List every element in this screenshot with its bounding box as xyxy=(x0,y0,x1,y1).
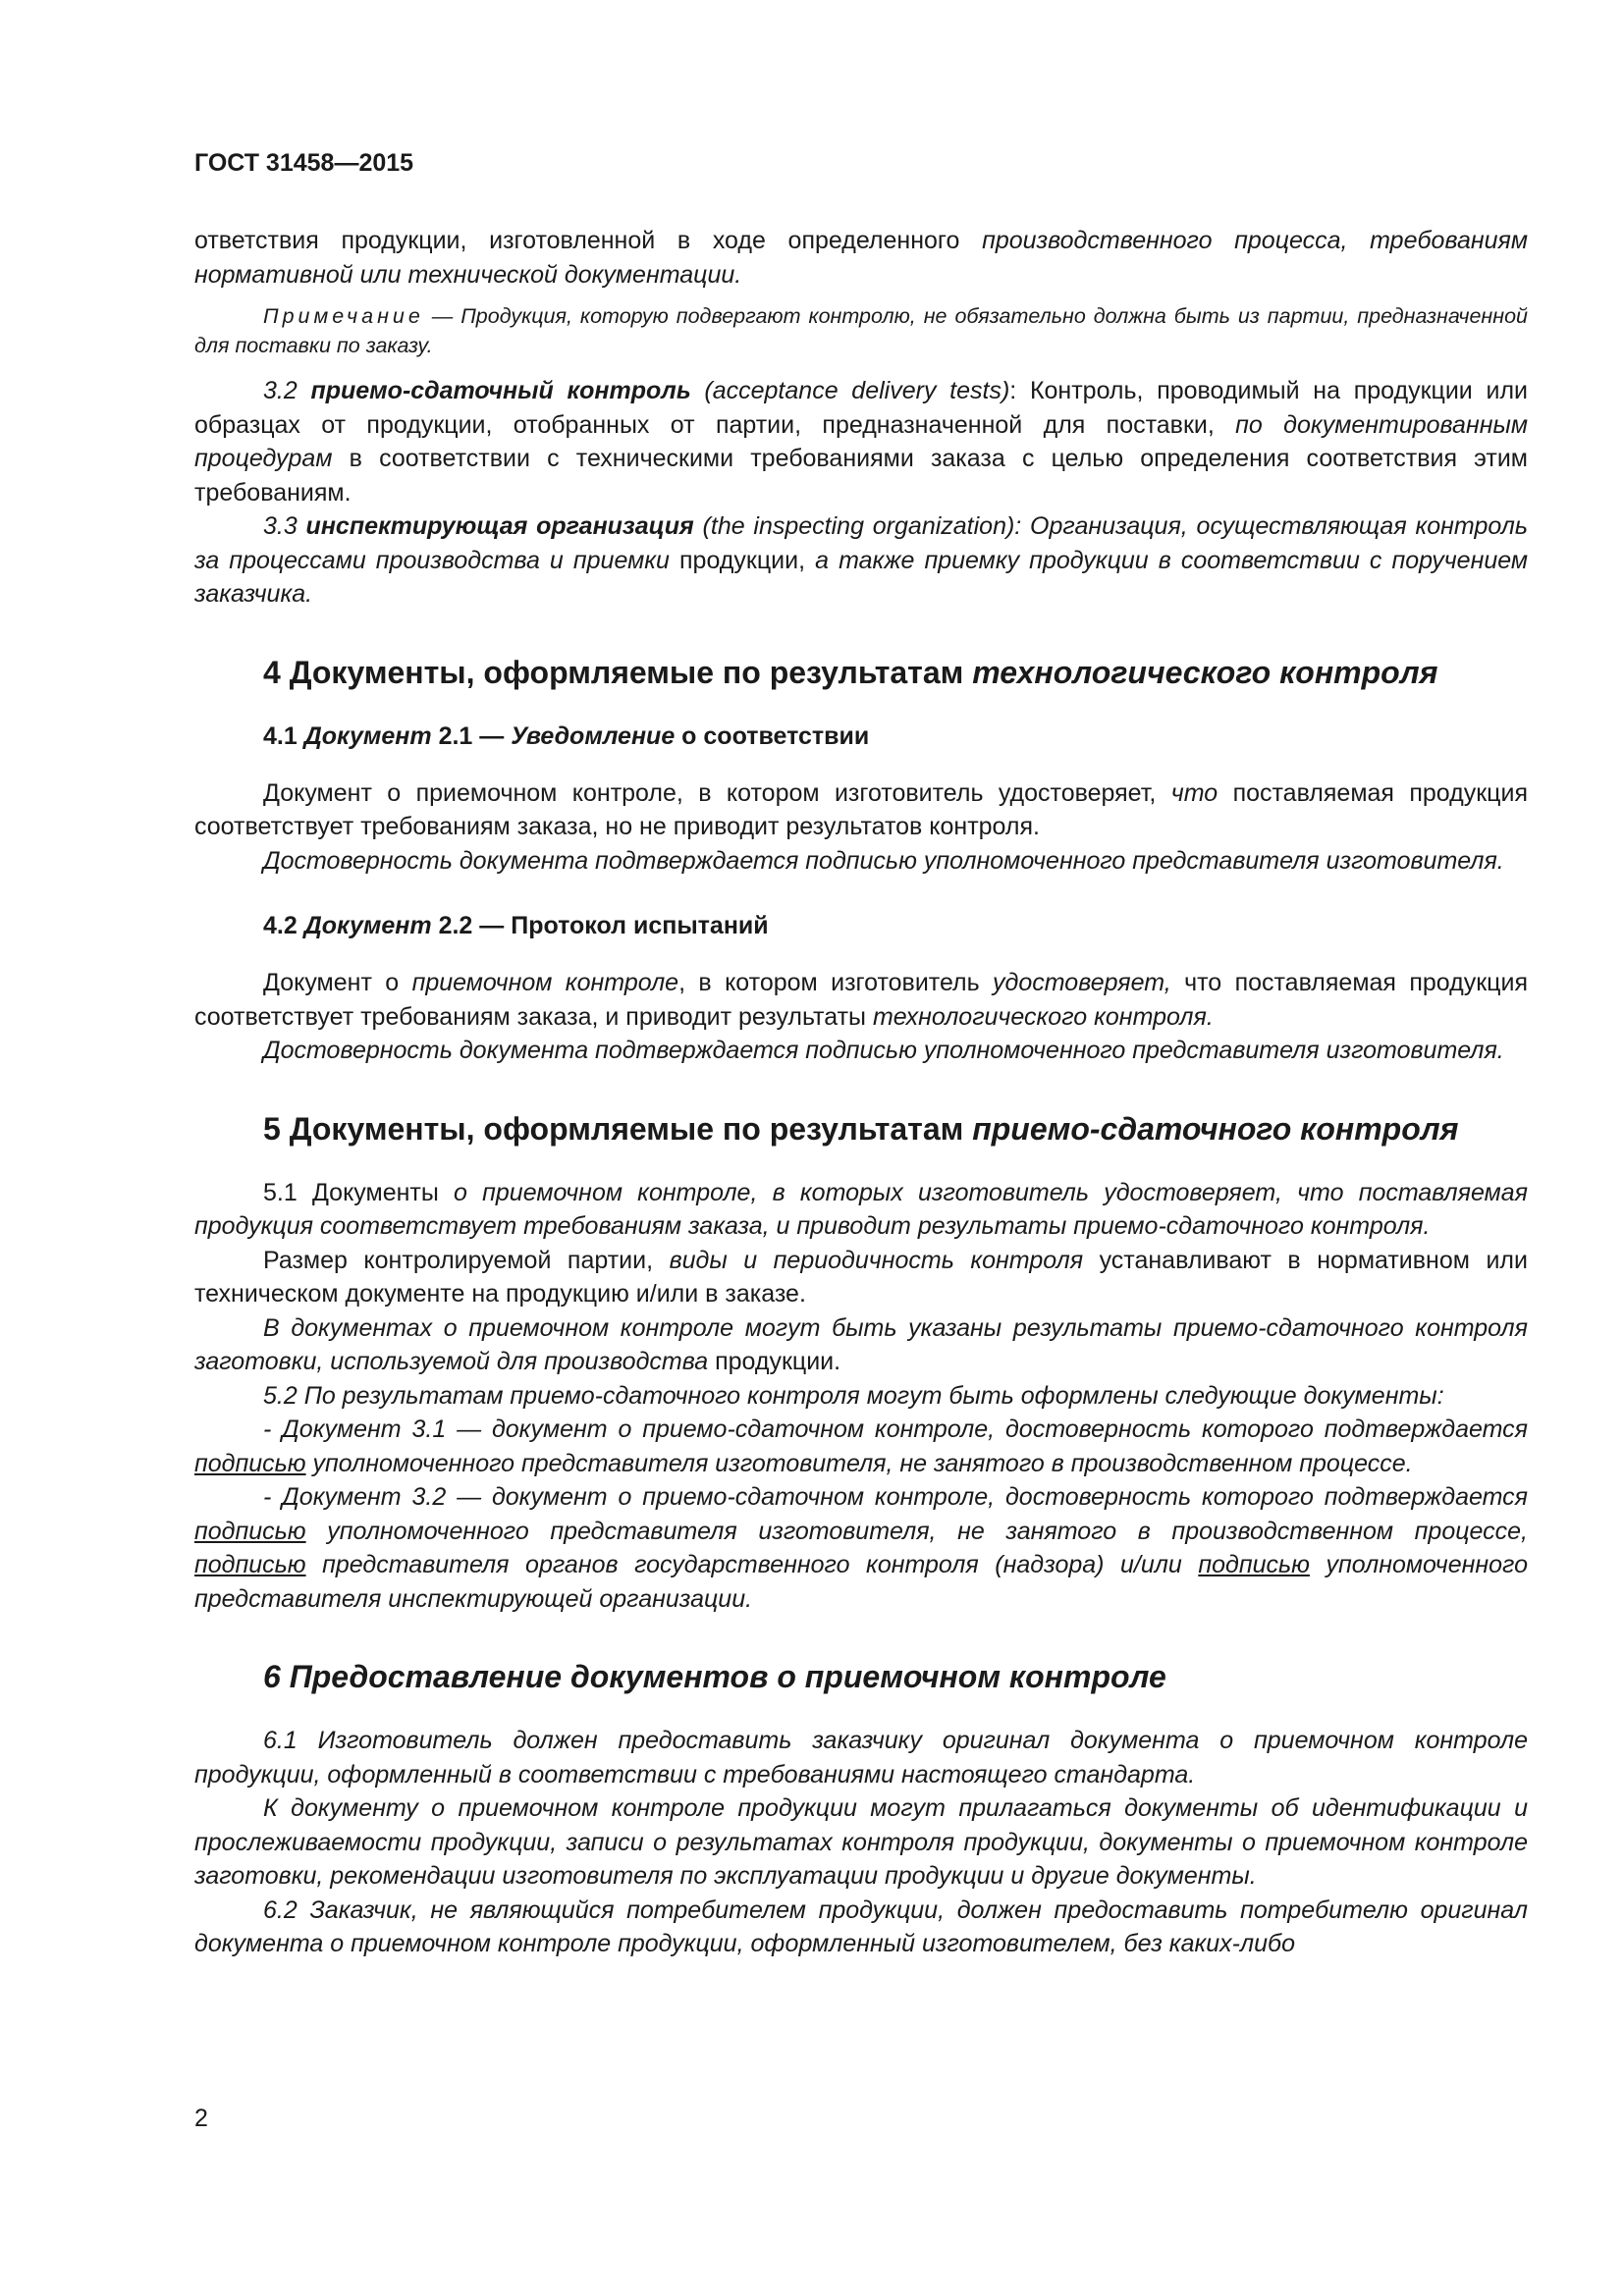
paragraph-5-1-batch-size: Размер контролируемой партии, виды и периодичность контроля устанавливают в нормативном или техническом документе на продукцию и/или в заказе. xyxy=(194,1246,1528,1308)
subsection-4-1-heading: 4.1 Документ 2.1 — Уведомление о соответствии xyxy=(263,721,870,750)
paragraph-6-1-attachments: К документу о приемочном контроле продукции могут прилагаться документы об идентификации и прослеживаемости продукции, записи о результатах контроля продукции, документы о приемочном контроле заготовки, рекомендации изготовителя по эксплуатации продукции и другие документы. xyxy=(194,1794,1528,1890)
paragraph-6-1: 6.1 Изготовитель должен предоставить заказчику оригинал документа о приемочном контроле продукции, оформленный в соответствии с требованиями настоящего стандарта. xyxy=(194,1727,1528,1789)
list-item-document-3-1: - Документ 3.1 — документ о приемо-сдаточном контроле, достоверность которого подтверждается подписью уполномоченного представителя изготовителя, не занятого в производственном процессе. xyxy=(194,1415,1528,1477)
paragraph-5-2: 5.2 По результатам приемо-сдаточного контроля могут быть оформлены следующие документы: xyxy=(263,1381,1444,1410)
paragraph-4-2-text: Документ о приемочном контроле, в котором изготовитель удостоверяет, что поставляемая продукция соответствует требованиям заказа, и приводит результаты технологического контроля. xyxy=(194,969,1528,1031)
page-body xyxy=(194,224,1528,1961)
section-4-heading: 4 Документы, оформляемые по результатам технологического контроля xyxy=(263,654,1438,690)
paragraph-4-1-text: Документ о приемочном контроле, в котором изготовитель удостоверяет, что поставляемая продукция соответствует требованиям заказа, но не приводит результатов контроля. xyxy=(194,778,1528,840)
paragraph-4-2-signature: Достоверность документа подтверждается подписью уполномоченного представителя изготовителя. xyxy=(263,1037,1504,1064)
paragraph-5-1-blank: В документах о приемочном контроле могут быть указаны результаты приемо-сдаточного контроля заготовки, используемой для производства продукции. xyxy=(194,1313,1528,1375)
subsection-4-2-heading: 4.2 Документ 2.2 — Протокол испытаний xyxy=(263,912,769,939)
paragraph-4-1-signature: Достоверность документа подтверждается подписью уполномоченного представителя изготовителя. xyxy=(263,846,1504,875)
note-label: Примечание xyxy=(263,304,424,328)
section-5-heading: 5 Документы, оформляемые по результатам приемо-сдаточного контроля xyxy=(263,1110,1459,1147)
section-6-heading: 6 Предоставление документов о приемочном контроле xyxy=(263,1659,1166,1694)
paragraph-3-1-continuation: ответствия продукции, изготовленной в ходе определенного производственного процесса, требованиям нормативной или технической документации. xyxy=(194,227,1529,289)
term-inspecting-organization: инспектирующая организация xyxy=(305,512,694,540)
term-acceptance-control: приемо-сдаточный контроль xyxy=(310,377,691,404)
page-number: 2 xyxy=(194,2105,208,2132)
document-code: ГОСТ 31458—2015 xyxy=(194,149,414,177)
paragraph-3-2: 3.2 приемо-сдаточный контроль (acceptance delivery tests): Контроль, проводимый на продукции или образцах от продукции, отобранных от партии, предназначенной для поставки, по документированным процедурам в соответствии с техническими требованиями заказа с целью определения соответствия этим требованиям. xyxy=(194,377,1528,507)
paragraph-5-1: 5.1 Документы о приемочном контроле, в которых изготовитель удостоверяет, что поставляемая продукция соответствует требованиям заказа, и приводит результаты приемо-сдаточного контроля. xyxy=(194,1178,1528,1240)
paragraph-6-2: 6.2 Заказчик, не являющийся потребителем продукции, должен предоставить потребителю оригинал документа о приемочном контроле продукции, оформленный изготовителем, без каких-либо xyxy=(194,1896,1528,1957)
paragraph-3-3: 3.3 инспектирующая организация (the inspecting organization): Организация, осуществляющая контроль за процессами производства и приемки продукции, а также приемку продукции в соответствии с поручением заказчика. xyxy=(194,512,1528,608)
note: Примечание — Продукция, которую подвергают контролю, не обязательно должна быть из партии, предназначенной для поставки по заказу. xyxy=(194,304,1528,357)
list-item-document-3-2: - Документ 3.2 — документ о приемо-сдаточном контроле, достоверность которого подтверждается подписью уполномоченного представителя изготовителя, не занятого в производственном процессе, подписью представителя органов государственного контроля (надзора) и/или подписью уполномоченного представителя инспектирующей организации. xyxy=(194,1483,1528,1613)
